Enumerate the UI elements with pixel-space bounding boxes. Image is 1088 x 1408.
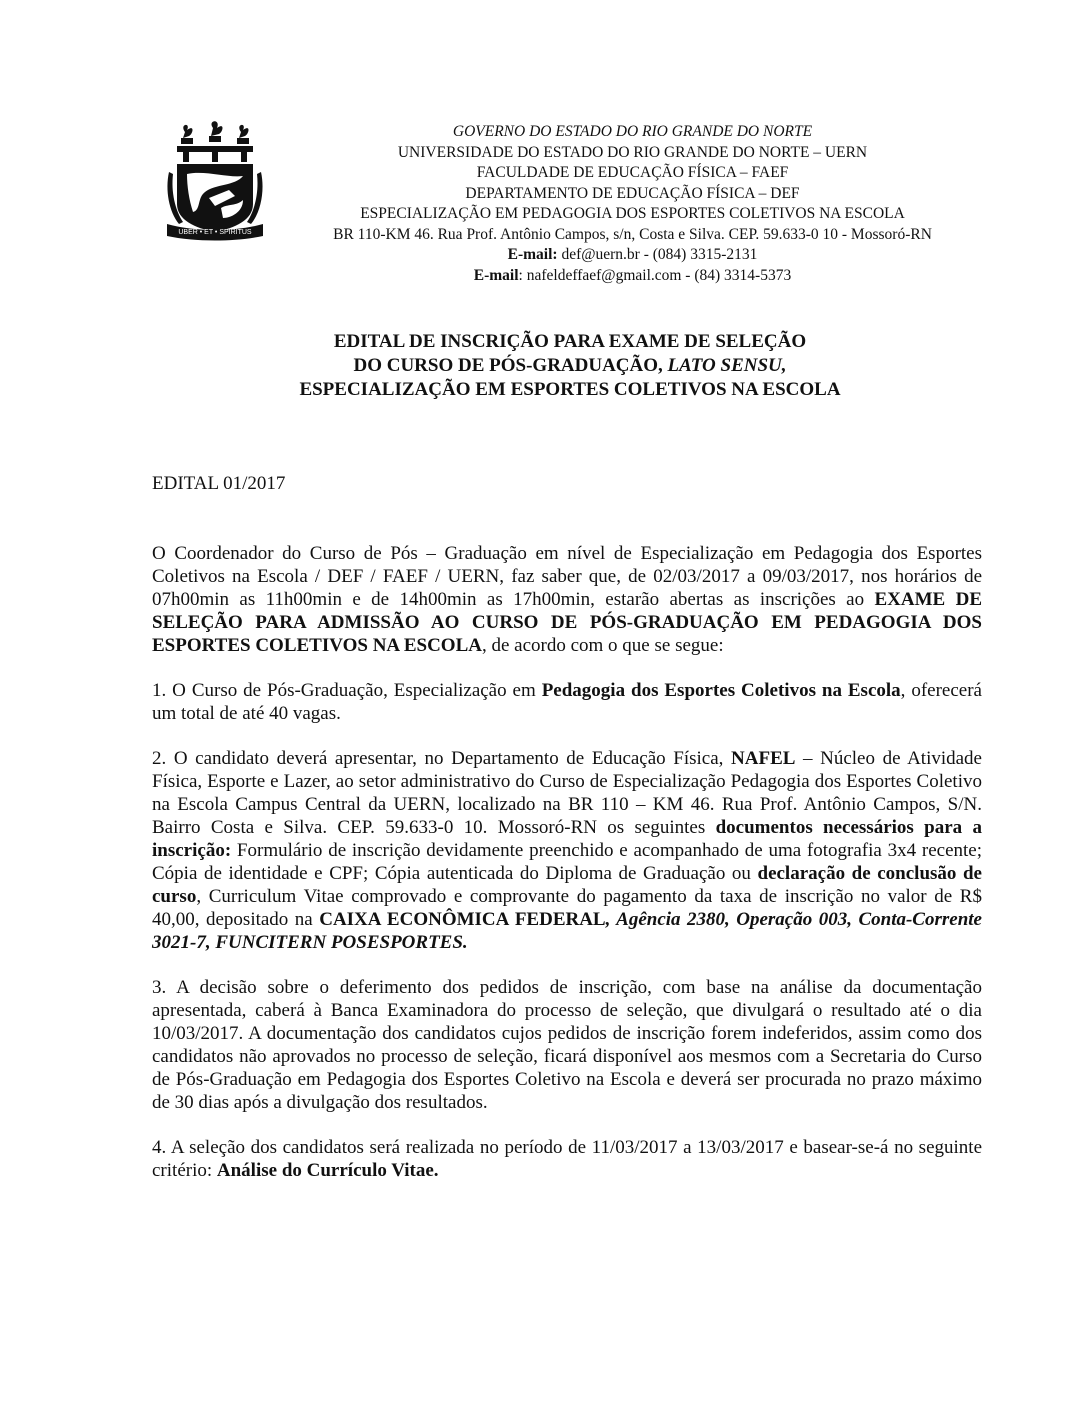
text-run-bold: CAIXA ECONÔMICA FEDERAL <box>319 909 606 930</box>
title-line-2 <box>150 354 990 378</box>
letterhead-email-1 <box>280 245 985 266</box>
email-label: E-mail <box>473 266 519 284</box>
text-run-bold-italic: , Agência 2380, Operação 003, Conta-Corrente 3021-7, FUNCITERN POSESPORTES. <box>152 909 982 953</box>
letterhead-university: UNIVERSIDADE DO ESTADO DO RIO GRANDE DO NORTE – UERN <box>397 143 868 161</box>
letterhead-department: DEPARTAMENTO DE EDUCAÇÃO FÍSICA – DEF <box>465 184 800 202</box>
email-value: : nafeldeffaef@gmail.com - (84) 3314-5373 <box>518 266 792 284</box>
text-run: – Núcleo de Atividade Física, Esporte e Lazer, ao setor administrativo do Curso de Especialização Pedagogia dos Esportes Coletivo na Escola Campus Central da UERN, localizado na BR 110 – KM 46. Rua Prof. Antônio Campos, S/N. Bairro Costa e Silva. CEP. 59.633-0 10. Mossoró-RN os seguintes <box>152 748 982 838</box>
text-run-bold: declaração de conclusão de curso <box>152 863 982 907</box>
text-run: 2. O candidato deverá apresentar, no Departamento de Educação Física, <box>152 748 732 769</box>
letterhead-email-2 <box>280 266 985 287</box>
title-line-2-prefix: DO CURSO DE PÓS-GRADUAÇÃO, <box>353 355 668 376</box>
text-run-bold: Análise do Currículo Vitae. <box>216 1160 439 1181</box>
text-run-bold: Pedagogia dos Esportes Coletivos na Escola <box>541 680 901 701</box>
text-run: O Coordenador do Curso de Pós – Graduação em nível de Especialização em Pedagogia dos Esportes Coletivos na Escola / DEF / FAEF / UERN, faz saber que, de 02/03/2017 a 09/03/2017, nos horários de 07h00min as 11h00min e de 14h00min as 17h00min, estarão abertas as inscrições ao <box>152 543 982 610</box>
title-line-1: EDITAL DE INSCRIÇÃO PARA EXAME DE SELEÇÃO <box>333 331 807 352</box>
letterhead-course: ESPECIALIZAÇÃO EM PEDAGOGIA DOS ESPORTES COLETIVOS NA ESCOLA <box>360 205 905 222</box>
paragraph-4 <box>152 1136 982 1182</box>
letterhead-faculty: FACULDADE DE EDUCAÇÃO FÍSICA – FAEF <box>476 164 789 181</box>
text-run-bold: EXAME DE SELEÇÃO PARA ADMISSÃO AO CURSO DE PÓS-GRADUAÇÃO EM PEDAGOGIA DOS ESPORTES COLETIVOS NA ESCOLA <box>152 589 982 656</box>
text-run: , de acordo com o que se segue: <box>481 635 724 656</box>
text-run: , Curriculum Vitae comprovado e comprovante do pagamento da taxa de inscrição no valor de R$ 40,00, depositado na <box>152 886 982 930</box>
letterhead <box>280 122 985 286</box>
email-value: def@uern.br - (084) 3315-2131 <box>557 246 758 263</box>
text-run-bold: documentos necessários para a inscrição: <box>152 817 982 861</box>
document-title <box>150 330 990 402</box>
document-body <box>152 542 982 1204</box>
title-line-2-italic: LATO SENSU, <box>667 355 787 376</box>
text-run: , oferecerá um total de até 40 vagas. <box>152 680 982 724</box>
crest-motto-text: UBER • ET • SPIRITUS <box>178 229 252 236</box>
text-run: Formulário de inscrição devidamente preenchido e acompanhado de uma fotografia 3x4 recente; Cópia de identidade e CPF; Cópia autenticada do Diploma de Graduação ou <box>152 840 982 884</box>
uern-crest-logo <box>165 120 285 242</box>
edital-number: EDITAL 01/2017 <box>152 473 286 494</box>
letterhead-government: GOVERNO DO ESTADO DO RIO GRANDE DO NORTE <box>452 123 813 140</box>
paragraph-3: 3. A decisão sobre o deferimento dos pedidos de inscrição, com base na análise da documentação apresentada, caberá à Banca Examinadora do processo de seleção, que divulgará o resultado até o dia 10/03/2017. A documentação dos candidatos cujos pedidos de inscrição forem indeferidos, assim como dos candidatos não aprovados no processo de seleção, ficará disponível aos mesmos com a Secretaria do Curso de Pós-Graduação em Pedagogia dos Esportes Coletivo na Escola e deverá ser procurada no prazo máximo de 30 dias após a divulgação dos resultados. <box>152 977 982 1113</box>
title-line-3: ESPECIALIZAÇÃO EM ESPORTES COLETIVOS NA ESCOLA <box>299 379 841 400</box>
text-run: 1. O Curso de Pós-Graduação, Especialização em <box>152 680 542 701</box>
email-label: E-mail: <box>507 246 558 263</box>
paragraph-1 <box>152 679 982 725</box>
letterhead-address: BR 110-KM 46. Rua Prof. Antônio Campos, s/n, Costa e Silva. CEP. 59.633-0 10 - Mossoró-RN <box>333 225 932 243</box>
text-run: 4. A seleção dos candidatos será realizada no período de 11/03/2017 a 13/03/2017 e basear-se-á no seguinte critério: <box>152 1137 982 1181</box>
paragraph-intro <box>152 542 982 657</box>
paragraph-2 <box>152 747 982 954</box>
text-run-bold: NAFEL <box>731 748 796 769</box>
